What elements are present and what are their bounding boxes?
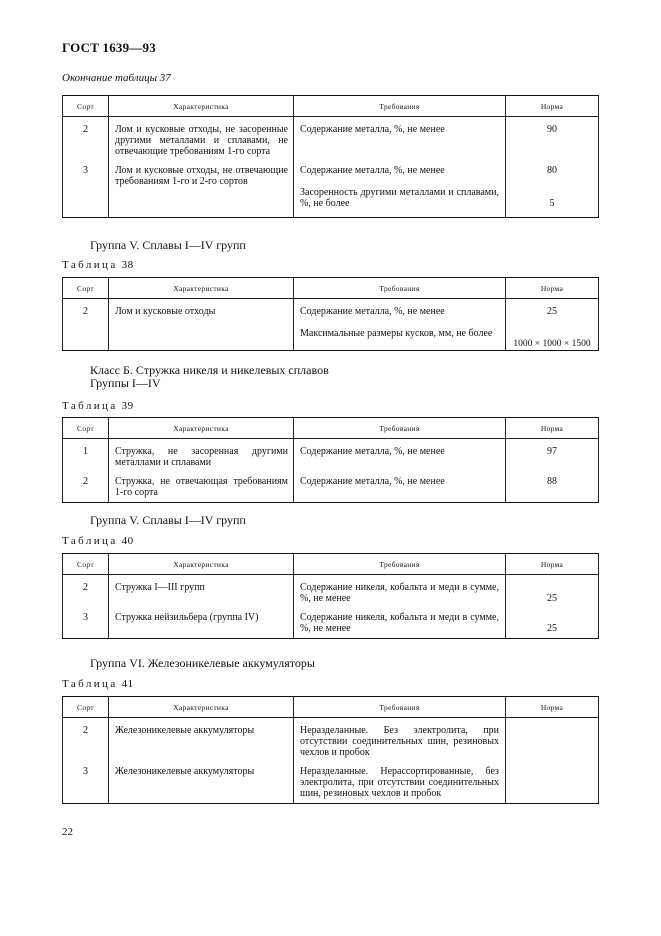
cell-requirement: Максимальные размеры кусков, мм, не более: [300, 328, 493, 339]
cell-norm: 90: [506, 117, 599, 166]
col-header-requirements: Требования: [294, 418, 506, 439]
group-heading: Группа V. Сплавы I—IV групп: [90, 238, 246, 252]
cell-norm: 88: [506, 476, 599, 503]
cell-requirement: Содержание металла, %, не менее: [294, 476, 506, 503]
table-word: Таблица: [62, 535, 118, 547]
cell-requirement: Содержание никеля, кобальта и меди в сумме, %, не менее: [300, 612, 499, 634]
cell-norm: 25: [547, 306, 557, 317]
table-row: [63, 439, 599, 477]
table-word: Таблица: [62, 400, 118, 412]
cell-sort: 2: [63, 718, 109, 767]
cell-characteristic: Стружка I—III групп: [109, 575, 294, 613]
cell-characteristic: Стружка нейзильбера (группа IV): [109, 612, 294, 639]
col-header-sort: Сорт: [63, 697, 109, 718]
cell-requirement: Содержание металла, %, не менее: [294, 439, 506, 477]
col-header-characteristic: Характеристика: [109, 697, 294, 718]
col-header-requirements: Требования: [294, 697, 506, 718]
table-39: [62, 417, 599, 503]
cell-requirement: Неразделанные. Без электролита, при отсутствии соединительных шин, резиновых чехлов и пробок: [300, 725, 499, 758]
cell-sort: 3: [63, 612, 109, 639]
cell-norm: [506, 718, 599, 767]
cell-requirement: Содержание металла, %, не менее: [300, 165, 445, 176]
col-header-sort: Сорт: [63, 418, 109, 439]
cell-sort: 2: [63, 575, 109, 613]
cell-requirement: Содержание никеля, кобальта и меди в сумме, %, не менее: [300, 582, 499, 604]
table-row: [63, 476, 599, 503]
cell-norm: 5: [549, 198, 555, 209]
cell-sort: 2: [63, 117, 109, 166]
cell-norm: [506, 766, 599, 804]
cell-sort: 3: [63, 165, 109, 218]
table-40: [62, 553, 599, 639]
cell-characteristic: Стружка, не отвечающая требованиям 1-го сорта: [115, 476, 288, 498]
page-number: 22: [62, 826, 73, 838]
class-line: Класс Б. Стружка никеля и никелевых сплавов: [90, 363, 329, 377]
table-number: 39: [121, 400, 134, 412]
col-header-requirements: Требования: [294, 96, 506, 117]
col-header-norm: Норма: [506, 697, 599, 718]
table-continuation-label: Окончание таблицы 37: [62, 72, 171, 84]
table-row: [63, 117, 599, 166]
table-label: [62, 259, 134, 271]
col-header-sort: Сорт: [63, 96, 109, 117]
cell-characteristic: Железоникелевые аккумуляторы: [109, 766, 294, 804]
col-header-characteristic: Характеристика: [109, 554, 294, 575]
cell-requirement: Засоренность другими металлами и сплавами, %, не более: [300, 187, 499, 209]
cell-characteristic: Лом и кусковые отходы: [109, 299, 294, 351]
cell-sort: 1: [63, 439, 109, 477]
col-header-norm: Норма: [506, 418, 599, 439]
table-37: [62, 95, 599, 218]
table-word: Таблица: [62, 678, 118, 690]
cell-sort: 2: [63, 299, 109, 351]
table-row: [63, 766, 599, 804]
table-row: [63, 612, 599, 639]
col-header-norm: Норма: [506, 96, 599, 117]
table-row: [63, 575, 599, 613]
col-header-sort: Сорт: [63, 554, 109, 575]
col-header-characteristic: Характеристика: [109, 96, 294, 117]
table-41: [62, 696, 599, 804]
table-number: 38: [121, 259, 134, 271]
col-header-norm: Норма: [506, 278, 599, 299]
table-word: Таблица: [62, 259, 118, 271]
group-heading: Группы I—IV: [90, 376, 161, 390]
table-row: [63, 299, 599, 351]
cell-norm: 25: [547, 623, 557, 634]
cell-requirement: Содержание металла, %, не менее: [294, 117, 506, 166]
cell-characteristic: Железоникелевые аккумуляторы: [109, 718, 294, 767]
table-label: [62, 678, 134, 690]
class-heading: [90, 364, 329, 390]
cell-characteristic: Лом и кусковые отходы, не засоренные другими металлами и сплавами, не отвечающие требованиям 1-го сорта: [115, 124, 288, 157]
group-heading: Группа V. Сплавы I—IV групп: [90, 513, 246, 527]
col-header-requirements: Требования: [294, 554, 506, 575]
col-header-norm: Норма: [506, 554, 599, 575]
table-row: [63, 718, 599, 767]
table-label: [62, 535, 134, 547]
cell-characteristic: Стружка, не засоренная другими металлами и сплавами: [115, 446, 288, 468]
col-header-sort: Сорт: [63, 278, 109, 299]
table-label: [62, 400, 134, 412]
table-number: 41: [121, 678, 134, 690]
cell-characteristic: Лом и кусковые отходы, не отвечающие требованиям 1-го и 2-го сортов: [115, 165, 288, 187]
group-heading: Группа VI. Железоникелевые аккумуляторы: [90, 656, 315, 670]
table-number: 40: [121, 535, 134, 547]
cell-sort: 2: [63, 476, 109, 503]
col-header-characteristic: Характеристика: [109, 278, 294, 299]
cell-requirement: Неразделанные. Нерассортированные, без электролита, при отсутствии соединительных шин, резиновых чехлов и пробок: [300, 766, 499, 799]
col-header-characteristic: Характеристика: [109, 418, 294, 439]
cell-requirement: Содержание металла, %, не менее: [300, 306, 445, 317]
cell-norm: 97: [506, 439, 599, 477]
document-title: ГОСТ 1639—93: [62, 40, 156, 55]
cell-norm: 80: [547, 165, 557, 176]
col-header-requirements: Требования: [294, 278, 506, 299]
cell-norm: 25: [547, 593, 557, 604]
cell-norm: 1000 × 1000 × 1500: [513, 339, 591, 349]
table-row: [63, 165, 599, 218]
cell-sort: 3: [63, 766, 109, 804]
table-38: [62, 277, 599, 351]
